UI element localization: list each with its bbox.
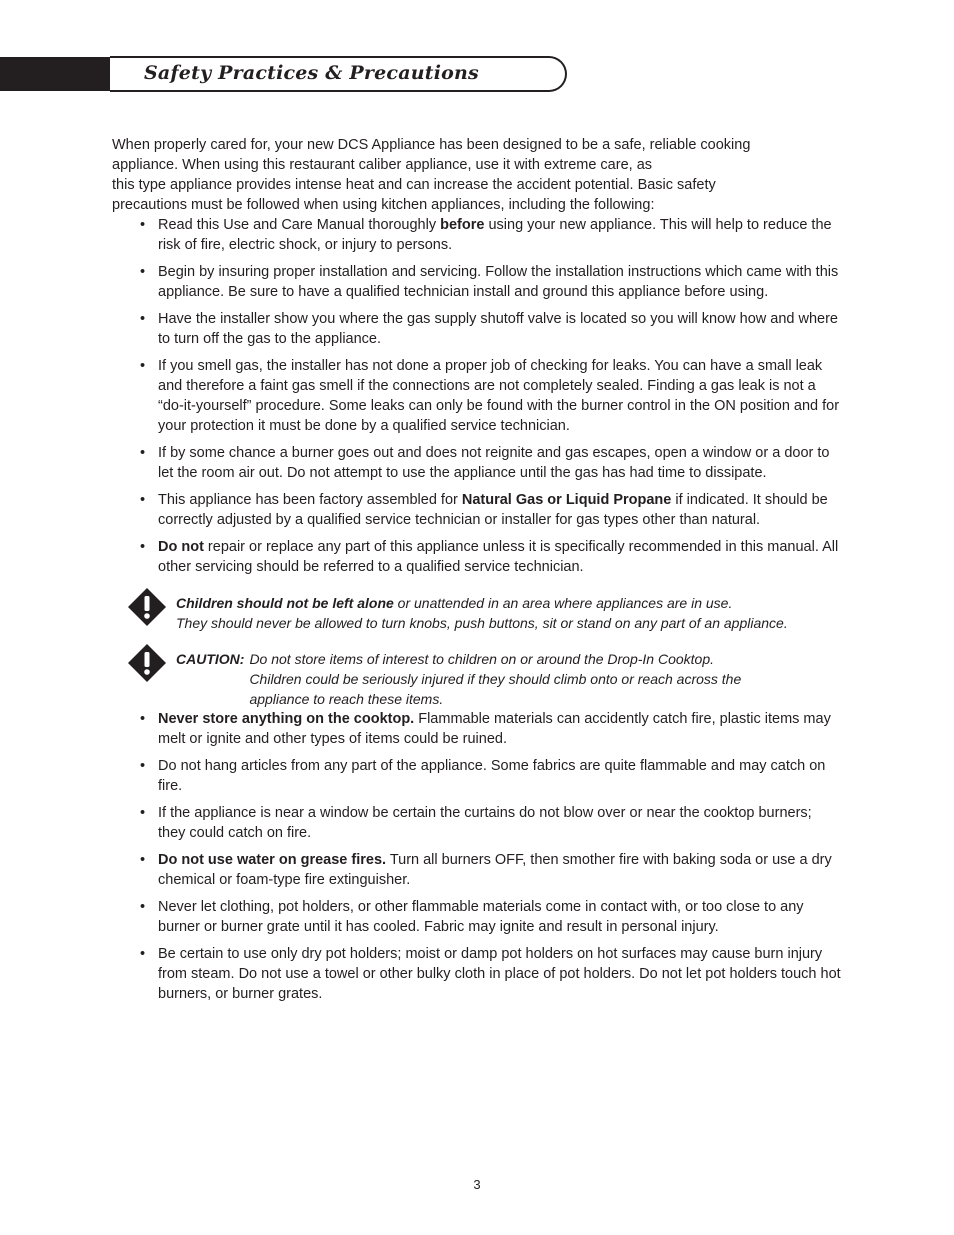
bullet-dot: • — [140, 946, 146, 962]
intro-line-4: precautions must be followed when using kitchen appliances, including the following: — [112, 197, 655, 213]
children-warning — [112, 593, 842, 633]
page-content — [112, 135, 842, 1004]
list-item: • If by some chance a burner goes out and does not reignite and gas escapes, open a window or a door to let the room air out. Do not attempt to use the appliance until the gas has had time to dissipate. — [140, 445, 830, 481]
emphasis: before — [440, 217, 485, 233]
list-item: • Have the installer show you where the gas supply shutoff valve is located so you will know how and where to turn off the gas to the appliance. — [140, 311, 838, 347]
list-item: • Be certain to use only dry pot holders; moist or damp pot holders on hot surfaces may cause burn injury from steam. Do not use a towel or other bulky cloth in place of pot holders. Do not let pot holders touch hot burners, or burner grates. — [140, 946, 841, 1002]
intro-paragraph — [112, 135, 842, 215]
bullet-dot: • — [140, 852, 146, 868]
emphasis: Do not use water on grease fires. — [158, 852, 387, 868]
list-item: • Never let clothing, pot holders, or other flammable materials come in contact with, or too close to any burner or burner grate until it has cooled. Fabric may ignite and result in personal injury. — [140, 899, 804, 935]
bullet-dot: • — [140, 358, 146, 374]
warning-line-1: Children should not be left alone or unattended in an area where appliances are in use. — [176, 595, 733, 611]
page-title: Safety Practices & Precautions — [144, 62, 479, 84]
bullet-dot: • — [140, 445, 146, 461]
list-item: • This appliance has been factory assembled for Natural Gas or Liquid Propane if indicated. It should be correctly adjusted by a qualified service technician or installer for gas types other than natural. — [140, 492, 828, 528]
exclamation-diamond-icon — [127, 587, 167, 627]
intro-line-3: this type appliance provides intense heat and can increase the accident potential. Basic safety — [112, 177, 716, 193]
caution-line-1: Do not store items of interest to children on or around the Drop-In Cooktop. — [249, 651, 715, 667]
bullet-dot: • — [140, 899, 146, 915]
caution-line-2: Children could be seriously injured if they should climb onto or reach across the — [249, 671, 742, 687]
emphasis: Never store anything on the cooktop. — [158, 711, 415, 727]
bullet-dot: • — [140, 492, 146, 508]
bullet-dot: • — [140, 711, 146, 727]
caution-line-3: appliance to reach these items. — [249, 691, 444, 707]
warning-emphasis: Children should not be left alone — [176, 595, 394, 611]
bullet-dot: • — [140, 758, 146, 774]
warning-line-2: They should never be allowed to turn knobs, push buttons, sit or stand on any part of an appliance. — [176, 615, 788, 631]
list-item: • Do not repair or replace any part of this appliance unless it is specifically recommended in this manual. All other servicing should be referred to a qualified service technician. — [140, 539, 839, 575]
list-item: • Never store anything on the cooktop. Flammable materials can accidently catch fire, plastic items may melt or ignite and other types of items could be ruined. — [140, 711, 831, 747]
list-item: • Do not hang articles from any part of the appliance. Some fabrics are quite flammable and may catch on fire. — [140, 758, 826, 794]
page-number: 3 — [473, 1177, 481, 1192]
list-item: • If the appliance is near a window be certain the curtains do not blow over or near the cooktop burners; they could catch on fire. — [140, 805, 812, 841]
header-band — [0, 57, 112, 91]
list-item: • Read this Use and Care Manual thoroughly before using your new appliance. This will help to reduce the risk of fire, electric shock, or injury to persons. — [140, 217, 832, 253]
intro-line-2: appliance. When using this restaurant caliber appliance, use it with extreme care, as — [112, 157, 653, 173]
caution-label: CAUTION: — [176, 651, 245, 667]
emphasis: Do not — [158, 539, 204, 555]
caution-text — [249, 649, 741, 709]
bullet-dot: • — [140, 805, 146, 821]
safety-list-1 — [112, 215, 842, 577]
intro-line-1: When properly cared for, your new DCS Appliance has been designed to be a safe, reliable cooking — [112, 137, 751, 153]
bullet-dot: • — [140, 217, 146, 233]
caution-row — [176, 649, 842, 709]
safety-list-2 — [112, 709, 842, 1004]
caution-warning — [112, 649, 842, 709]
list-item: • Begin by insuring proper installation and servicing. Follow the installation instructions which came with this appliance. Be sure to have a qualified technician install and ground this appliance before using. — [140, 264, 839, 300]
exclamation-diamond-icon — [127, 643, 167, 683]
bullet-dot: • — [140, 311, 146, 327]
bullet-dot: • — [140, 539, 146, 555]
emphasis: Natural Gas or Liquid Propane — [461, 492, 672, 508]
list-item: • Do not use water on grease fires. Turn all burners OFF, then smother fire with baking soda or use a dry chemical or foam-type fire extinguisher. — [140, 852, 832, 888]
list-item: • If you smell gas, the installer has not done a proper job of checking for leaks. You can have a small leak and therefore a faint gas smell if the connections are not completely sealed. Finding a gas leak is not a “do-it-yourself” procedure. Some leaks can only be found with the burner control in the ON position and for your protection it must be done by a qualified service technician. — [140, 358, 840, 434]
bullet-dot: • — [140, 264, 146, 280]
